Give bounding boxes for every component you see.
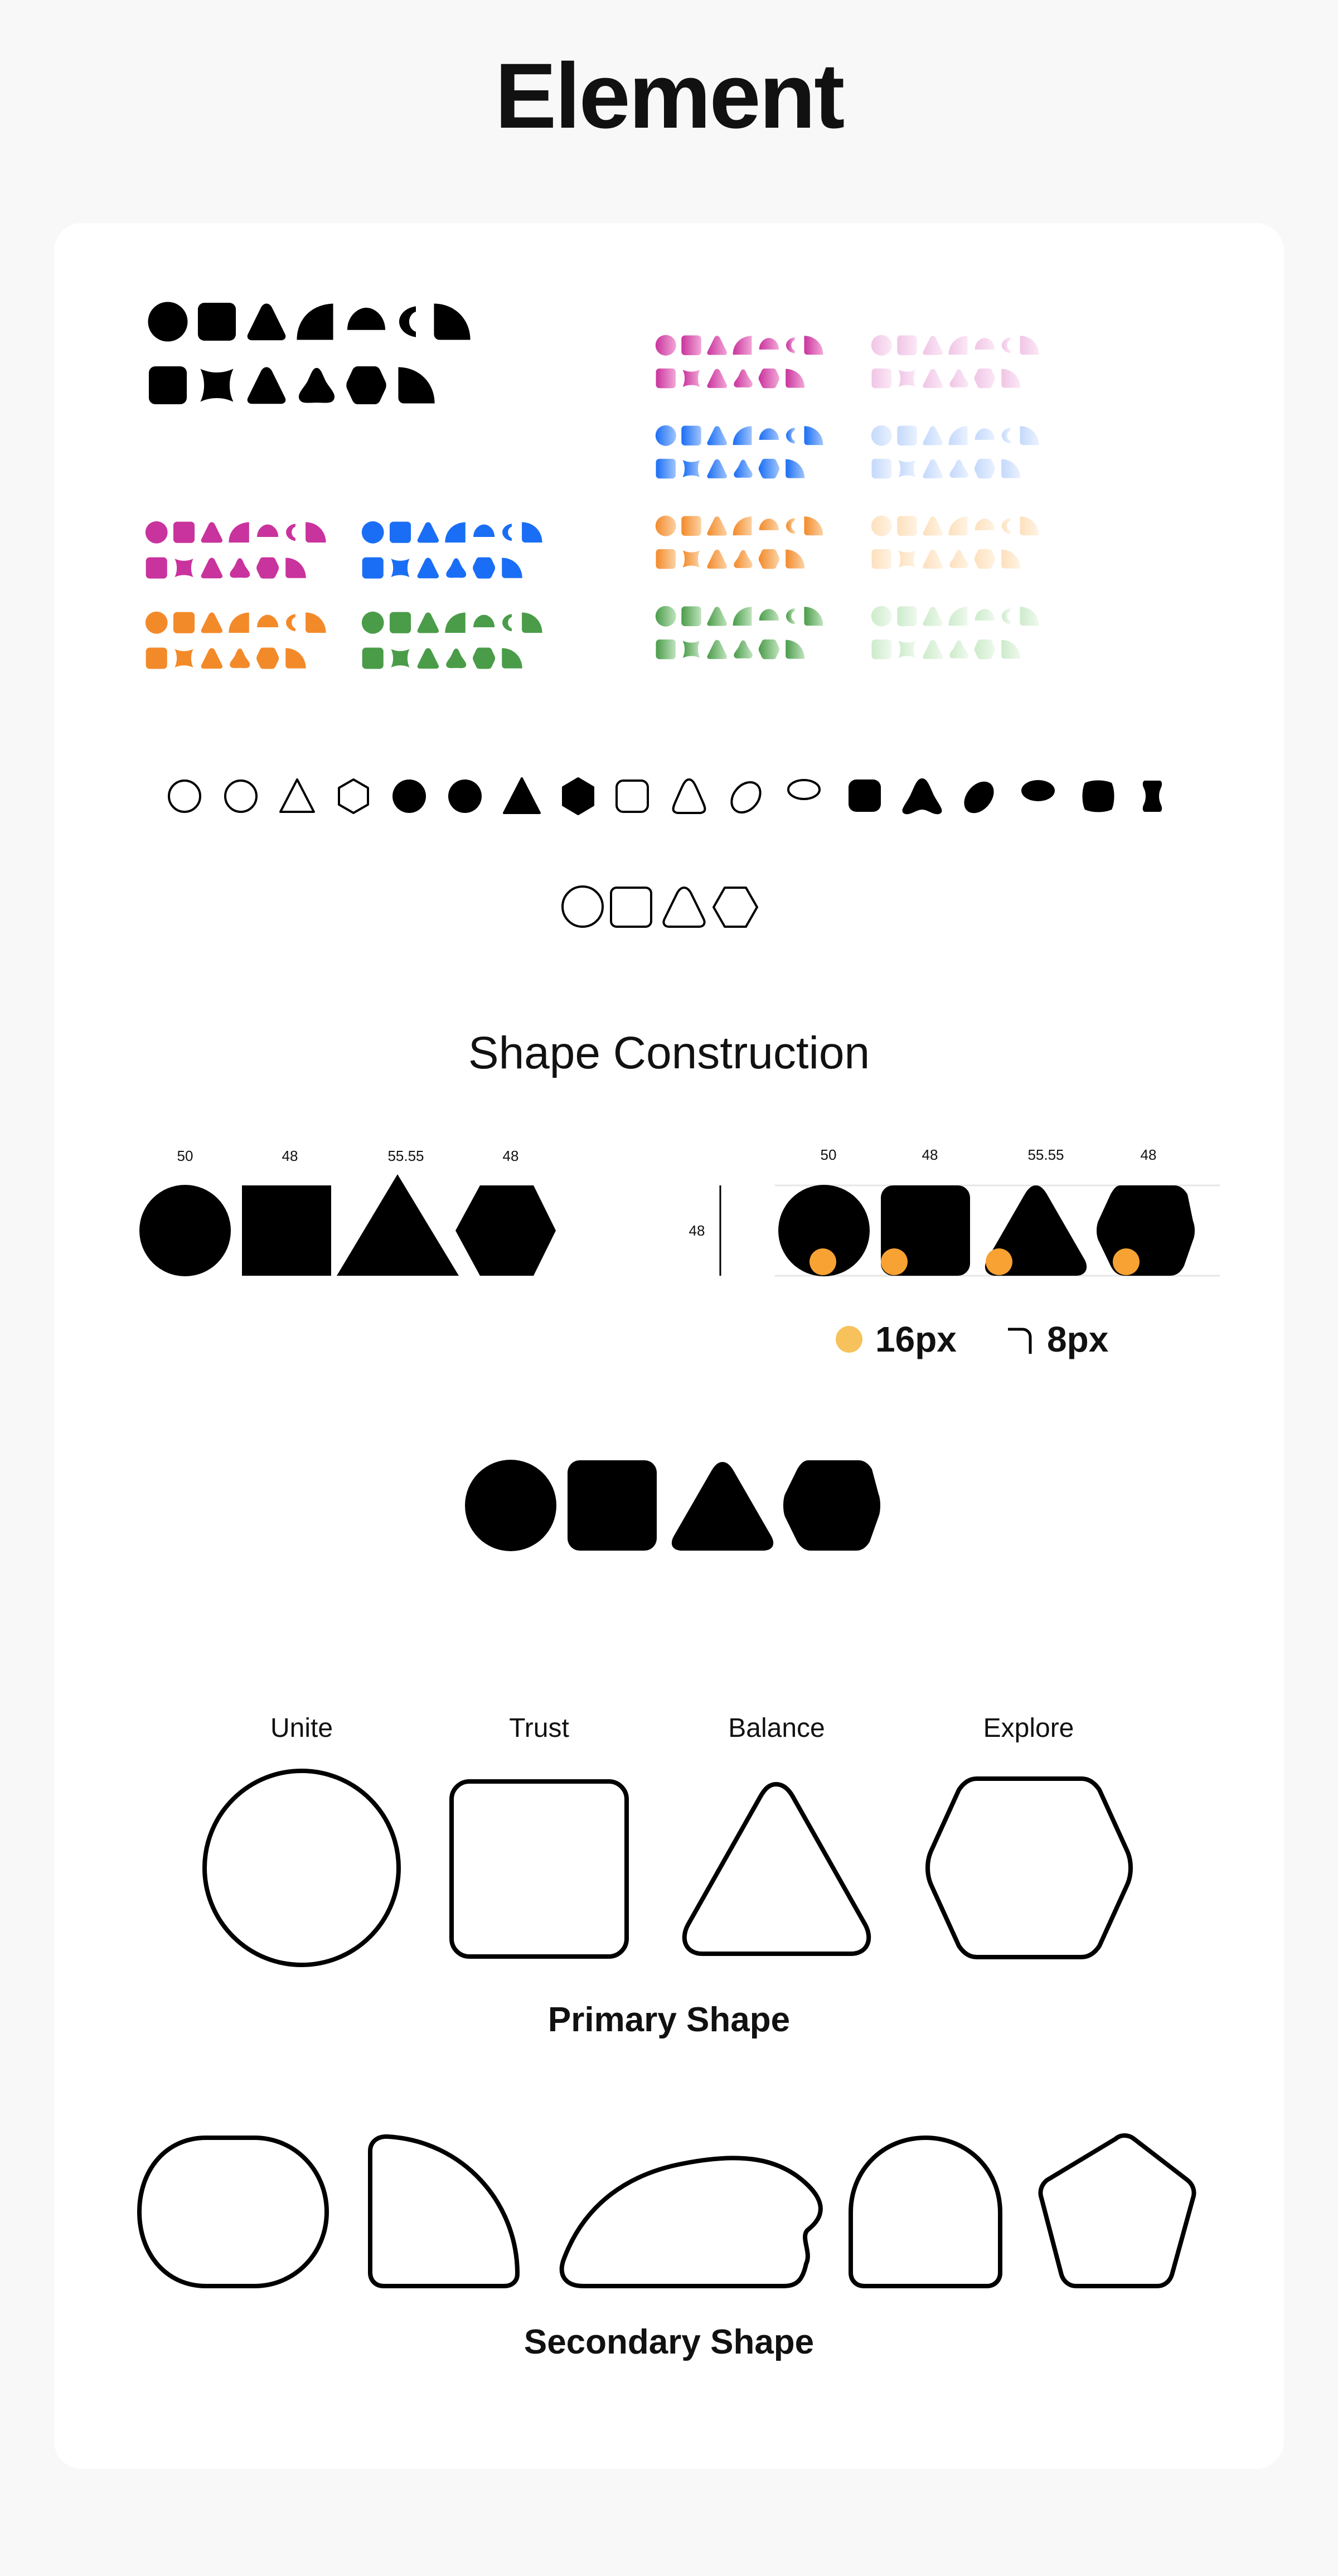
shape-library-blue (362, 521, 542, 579)
oval-tilted-outline-icon (726, 777, 766, 818)
hexagon-outline-icon (714, 888, 757, 927)
circle-outline-icon (225, 781, 256, 812)
hourglass-filled-icon (1143, 781, 1162, 812)
construction-sharp-shapes (139, 1174, 556, 1276)
final-triangle (672, 1462, 773, 1551)
arch-shape (851, 2138, 1000, 2286)
construction-square (242, 1185, 331, 1276)
explore-hexagon (928, 1779, 1131, 1957)
dim-label: 55.55 (1027, 1146, 1064, 1163)
construction-title: Shape Construction (468, 1028, 870, 1078)
dim-label: 55.55 (387, 1147, 424, 1164)
balance-triangle (685, 1784, 869, 1954)
primary-shape-caption: Primary Shape (547, 2001, 791, 2039)
icon-row (169, 776, 1162, 819)
final-rounded-shapes (465, 1460, 880, 1551)
corner-dot (881, 1248, 908, 1275)
corner-dot (1113, 1248, 1140, 1275)
shape-library-gradient-blue (656, 425, 1039, 478)
oval-filled-icon (1021, 780, 1055, 801)
blob-triangle-filled-icon (903, 778, 942, 814)
shape-library-orange (146, 612, 326, 669)
trust-label: Trust (509, 1713, 569, 1743)
corner-radius-icon (1008, 1329, 1030, 1354)
dim-label: 48 (282, 1147, 298, 1164)
shape-library-gradient-magenta (656, 335, 1039, 388)
explore-label: Explore (983, 1713, 1074, 1743)
construction-hexagon-rounded (1097, 1185, 1195, 1276)
construction-circle (139, 1185, 231, 1276)
rounded-square-outline-icon (617, 781, 648, 812)
dim-label: 48 (1140, 1146, 1157, 1163)
unite-circle (205, 1771, 399, 1965)
dim-label: 50 (820, 1146, 837, 1163)
height-label: 48 (689, 1222, 705, 1239)
secondary-shapes (139, 2136, 1194, 2286)
primary-shapes (205, 1771, 1131, 1965)
shape-library-black (148, 302, 470, 404)
oval-outline-icon (788, 780, 820, 799)
soft-triangle-outline-icon (673, 779, 705, 813)
circle-filled-icon (448, 779, 482, 813)
triangle-outline-icon (663, 888, 704, 927)
trust-square (452, 1781, 627, 1957)
pentagon-shape (1040, 2136, 1194, 2286)
triangle-outline-icon (280, 779, 314, 812)
dome-shape (562, 2158, 821, 2286)
cushion-filled-icon (1083, 781, 1114, 812)
quarter-shape (370, 2137, 517, 2286)
triangle-filled-icon (504, 778, 540, 813)
hexagon-filled-icon (563, 778, 593, 814)
circle-outline-icon (169, 781, 200, 812)
page-title: Element (495, 45, 843, 148)
square-outline-icon (611, 888, 651, 927)
rounded-square-filled-icon (849, 779, 881, 812)
legend-corner-label: 8px (1047, 1319, 1109, 1359)
balance-label: Balance (728, 1713, 825, 1743)
construction-triangle (337, 1174, 459, 1276)
circle-outline-icon (563, 887, 603, 927)
legend-dot-icon (836, 1326, 862, 1353)
dim-label: 48 (502, 1147, 519, 1164)
dim-label: 50 (177, 1147, 193, 1164)
final-circle (465, 1460, 556, 1551)
corner-dot (986, 1248, 1012, 1275)
shape-library-gradient-green (656, 606, 1039, 659)
final-hexagon (783, 1460, 880, 1551)
pill-shape (139, 2138, 327, 2286)
shape-library-magenta (146, 521, 326, 579)
hexagon-outline-icon (339, 779, 368, 813)
corner-dot (809, 1248, 836, 1275)
dim-label: 48 (922, 1146, 938, 1163)
circle-filled-icon (392, 779, 426, 813)
primary-outline-mini (563, 887, 757, 927)
unite-label: Unite (270, 1713, 333, 1743)
legend-dot-label: 16px (875, 1319, 957, 1359)
construction-hexagon (455, 1185, 556, 1276)
shape-library-gradient-orange (656, 516, 1039, 569)
final-square (568, 1460, 657, 1551)
secondary-shape-caption: Secondary Shape (523, 2323, 815, 2361)
shape-library-green (362, 612, 542, 669)
construction-rounded-shapes (778, 1185, 1195, 1276)
leaf-filled-icon (958, 776, 1000, 819)
